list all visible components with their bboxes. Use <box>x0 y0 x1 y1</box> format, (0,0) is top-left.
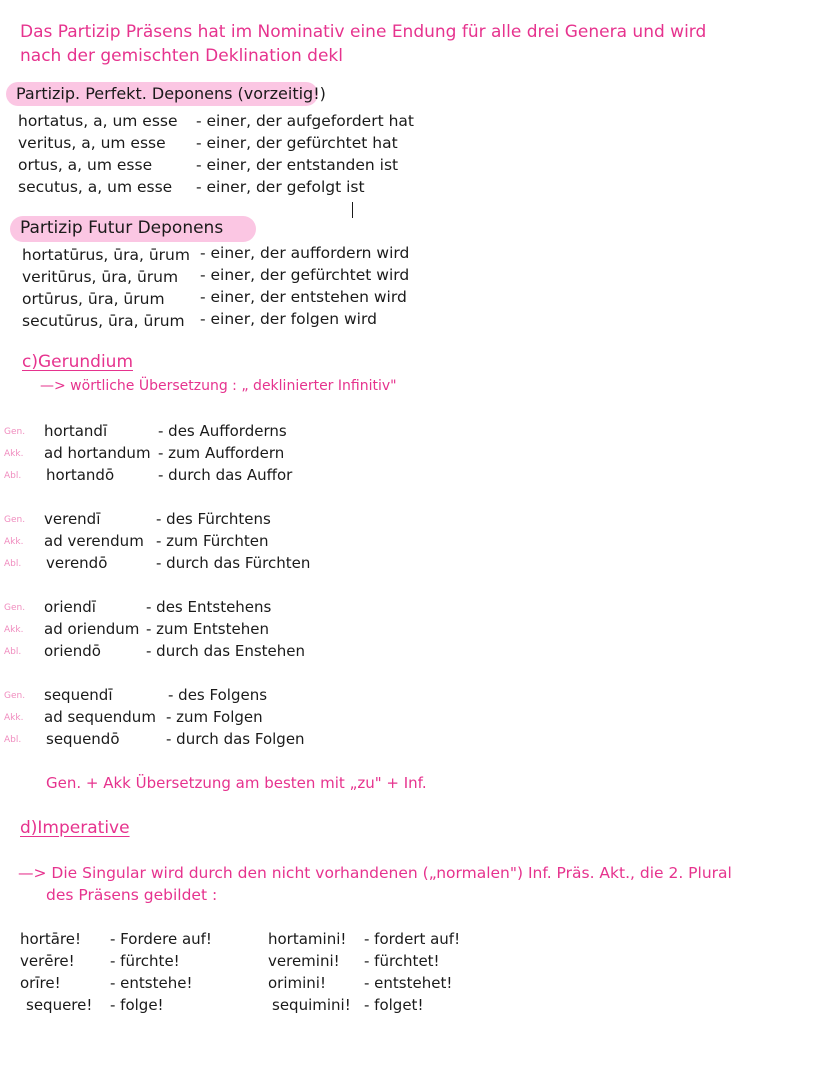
perfekt-meaning: - einer, der entstanden ist <box>196 156 399 174</box>
gerund-form: ad hortandum <box>44 444 151 462</box>
gerundium-footnote: Gen. + Akk Übersetzung am besten mit „zu" + Inf. <box>46 774 427 792</box>
perfekt-form: ortus, a, um esse <box>18 156 153 174</box>
futur-meaning: - einer, der gefürchtet wird <box>200 266 410 284</box>
gerund-form: oriendī <box>44 598 96 616</box>
gerund-meaning: - zum Fürchten <box>156 532 269 550</box>
gerund-form: ad oriendum <box>44 620 140 638</box>
perfekt-form: secutus, a, um esse <box>18 178 173 196</box>
intro-text <box>20 20 706 68</box>
futur-form: secutūrus, ūra, ūrum <box>22 312 185 330</box>
futur-meaning: - einer, der folgen wird <box>200 310 377 328</box>
gerund-meaning: - des Folgens <box>168 686 268 704</box>
case-label: Gen. <box>4 427 26 437</box>
gerundium-heading: c)Gerundium <box>22 352 133 372</box>
imperative-sg: hortāre! <box>20 930 82 948</box>
imperative-pl: hortamini! <box>268 930 347 948</box>
futur-meaning: - einer, der entstehen wird <box>200 288 407 306</box>
imperative-pl: veremini! <box>268 952 340 970</box>
imperative-pl-meaning: - folget! <box>364 996 424 1014</box>
gerund-meaning: - durch das Enstehen <box>146 642 306 660</box>
gerund-meaning: - durch das Fürchten <box>156 554 311 572</box>
gerund-meaning: - zum Auffordern <box>158 444 285 462</box>
case-label: Akk. <box>4 449 24 459</box>
gerund-form: sequendī <box>44 686 113 704</box>
gerund-form: oriendō <box>44 642 101 660</box>
perfekt-meaning: - einer, der aufgefordert hat <box>196 112 414 130</box>
futur-form: veritūrus, ūra, ūrum <box>22 268 179 286</box>
imperative-pl-meaning: - fürchtet! <box>364 952 440 970</box>
imperative-note <box>18 862 732 906</box>
perfekt-heading: Partizip. Perfekt. Deponens (vorzeitig!) <box>16 84 326 103</box>
imperative-sg: orīre! <box>20 974 61 992</box>
imperative-sg-meaning: - entstehe! <box>110 974 193 992</box>
futur-meaning: - einer, der auffordern wird <box>200 244 410 262</box>
gerund-form: hortandō <box>46 466 115 484</box>
gerund-meaning: - durch das Folgen <box>166 730 305 748</box>
gerund-meaning: - zum Entstehen <box>146 620 269 638</box>
futur-heading: Partizip Futur Deponens <box>20 218 224 238</box>
futur-form: ortūrus, ūra, ūrum <box>22 290 165 308</box>
imperative-sg: sequere! <box>26 996 93 1014</box>
gerundium-note: —> wörtliche Übersetzung : „ deklinierter Infinitiv" <box>40 378 397 394</box>
imperative-pl: orimini! <box>268 974 326 992</box>
gerund-form: ad verendum <box>44 532 144 550</box>
gerund-meaning: - des Aufforderns <box>158 422 287 440</box>
case-label: Abl. <box>4 471 22 481</box>
imperative-sg: verēre! <box>20 952 75 970</box>
case-label: Akk. <box>4 713 24 723</box>
case-label: Gen. <box>4 691 26 701</box>
imperative-note-line-1: —> Die Singular wird durch den nicht vorhandenen („normalen") Inf. Präs. Akt., die 2. Plural <box>18 864 732 882</box>
imperative-note-line-2: des Präsens gebildet : <box>46 886 218 904</box>
case-label: Abl. <box>4 559 22 569</box>
gerund-meaning: - des Fürchtens <box>156 510 271 528</box>
pen-stroke <box>352 202 353 218</box>
gerund-form: hortandī <box>44 422 108 440</box>
imperative-sg-meaning: - folge! <box>110 996 164 1014</box>
imperative-sg-meaning: - Fordere auf! <box>110 930 212 948</box>
case-label: Abl. <box>4 647 22 657</box>
perfekt-form: hortatus, a, um esse <box>18 112 178 130</box>
gerund-form: ad sequendum <box>44 708 156 726</box>
futur-form: hortatūrus, ūra, ūrum <box>22 246 190 264</box>
imperative-pl-meaning: - fordert auf! <box>364 930 461 948</box>
imperative-pl: sequimini! <box>272 996 351 1014</box>
imperative-sg-meaning: - fürchte! <box>110 952 180 970</box>
case-label: Gen. <box>4 515 26 525</box>
case-label: Akk. <box>4 625 24 635</box>
case-label: Akk. <box>4 537 24 547</box>
case-label: Abl. <box>4 735 22 745</box>
gerund-form: sequendō <box>46 730 120 748</box>
perfekt-meaning: - einer, der gefolgt ist <box>196 178 365 196</box>
gerund-form: verendō <box>46 554 108 572</box>
gerund-meaning: - des Entstehens <box>146 598 272 616</box>
gerund-form: verendī <box>44 510 101 528</box>
intro-line-1: Das Partizip Präsens hat im Nominativ eine Endung für alle drei Genera und wird <box>20 22 707 42</box>
perfekt-form: veritus, a, um esse <box>18 134 166 152</box>
imperative-pl-meaning: - entstehet! <box>364 974 453 992</box>
intro-line-2: nach der gemischten Deklination dekl <box>20 46 343 66</box>
perfekt-meaning: - einer, der gefürchtet hat <box>196 134 398 152</box>
imperative-heading: d)Imperative <box>20 818 130 838</box>
gerund-meaning: - zum Folgen <box>166 708 263 726</box>
gerund-meaning: - durch das Auffor <box>158 466 293 484</box>
case-label: Gen. <box>4 603 26 613</box>
